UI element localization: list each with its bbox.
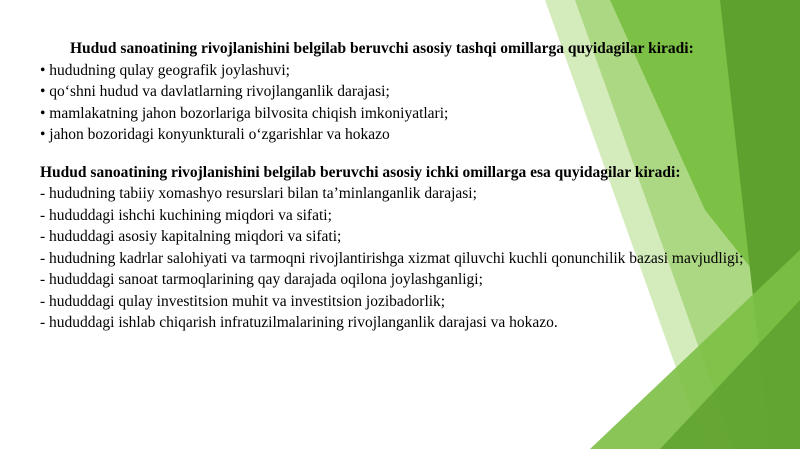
list-item: • mamlakatning jahon bozorlariga bilvosita chiqish imkoniyatlari; xyxy=(40,104,449,122)
list-item: - hududdagi sanoat tarmoqlarining qay darajada oqilona joylashganligi; xyxy=(40,271,483,288)
list-item: - hududdagi ishchi kuchining miqdori va sifati; xyxy=(40,206,332,224)
list-item: - hududning kadrlar salohiyati va tarmoqni rivojlantirishga xizmat qiluvchi kuchli qonunchilik bazasi mavjudligi; xyxy=(40,249,744,267)
internal-factors-list xyxy=(40,183,760,334)
list-item: • jahon bozoridagi konyunkturali o‘zgarishlar va hokazo xyxy=(40,126,390,143)
list-item: - hududdagi ishlab chiqarish infratuzilmalarining rivojlanganlik darajasi va hokazo. xyxy=(40,314,558,331)
external-factors-list xyxy=(40,60,760,146)
list-item: • qo‘shni hudud va davlatlarning rivojlanganlik darajasi; xyxy=(40,83,390,100)
internal-factors-heading: Hudud sanoatining rivojlanishini belgilab beruvchi asosiy ichki omillarga esa quyidagilar kiradi: xyxy=(40,163,681,181)
external-factors-heading: Hudud sanoatining rivojlanishini belgilab beruvchi asosiy tashqi omillarga quyidagilar kiradi: xyxy=(70,40,694,57)
list-item: - hududdagi qulay investitsion muhit va investitsion jozibadorlik; xyxy=(40,292,446,310)
list-item: - hududning tabiiy xomashyo resurslari bilan ta’minlanganlik darajasi; xyxy=(40,185,477,202)
slide-content xyxy=(40,38,760,334)
list-item: - hududdagi asosiy kapitalning miqdori va sifati; xyxy=(40,228,342,245)
list-item: • hududning qulay geografik joylashuvi; xyxy=(40,61,290,79)
section-gap xyxy=(40,146,760,162)
